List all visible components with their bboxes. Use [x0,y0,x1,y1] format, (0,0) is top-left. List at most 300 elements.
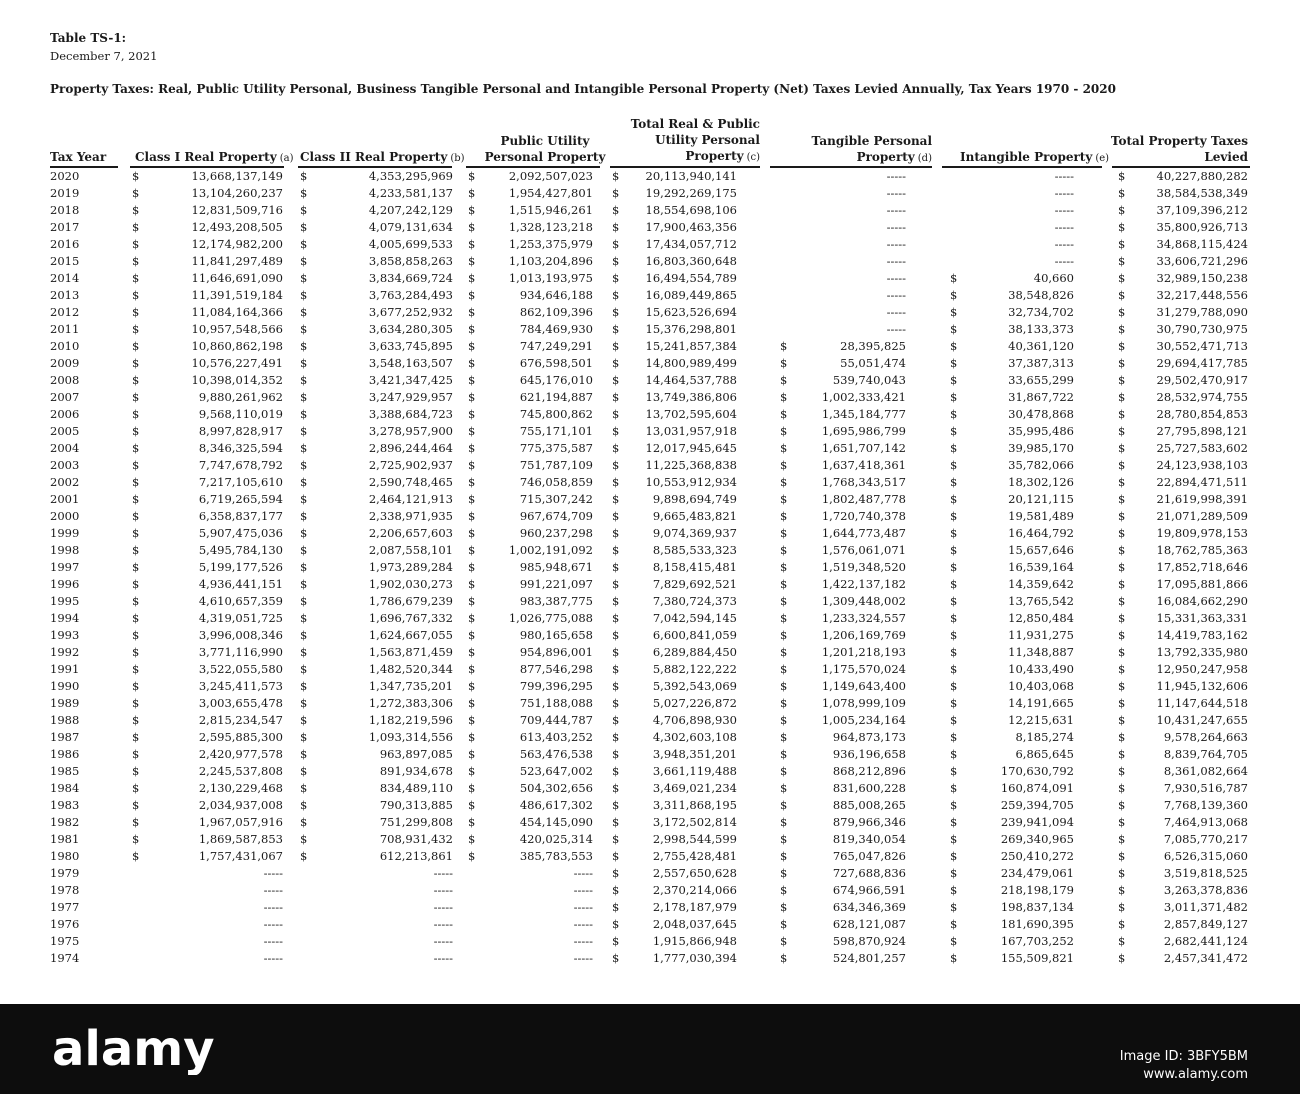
cell-c1d: $ [132,237,140,251]
cell-trd: $ [612,917,620,931]
cell-ipd: $ [950,883,958,897]
cell-tld: $ [1118,322,1126,336]
cell-c1: 7,217,105,610 [198,475,283,489]
cell-c1: ----- [263,917,283,931]
cell-tl: 37,109,396,212 [1156,203,1248,217]
cell-tpd: $ [780,373,788,387]
cell-tr: 16,494,554,789 [645,271,737,285]
cell-pu: 1,026,775,088 [508,611,593,625]
cell-c1: 8,346,325,594 [198,441,283,455]
cell-c1: 11,391,519,184 [191,288,283,302]
cell-tr: 3,469,021,234 [652,781,737,795]
cell-tld: $ [1118,475,1126,489]
cell-tld: $ [1118,781,1126,795]
cell-tl: 28,532,974,755 [1156,390,1248,404]
cell-c2: 1,347,735,201 [368,679,453,693]
cell-c2d: $ [300,356,308,370]
cell-tpd: $ [780,764,788,778]
cell-tld: $ [1118,696,1126,710]
cell-tp: 1,005,234,164 [821,713,906,727]
table-row [0,576,1300,593]
cell-trd: $ [612,458,620,472]
cell-tp: 28,395,825 [840,339,906,353]
cell-year: 1983 [50,798,80,812]
cell-tp: 1,651,707,142 [821,441,906,455]
cell-c2: 2,464,121,913 [368,492,453,506]
cell-pu: 751,188,088 [519,696,593,710]
cell-c1d: $ [132,662,140,676]
cell-ipd: $ [950,900,958,914]
cell-year: 1978 [50,883,80,897]
cell-pu: 676,598,501 [519,356,593,370]
cell-c1d: $ [132,186,140,200]
cell-ip: 170,630,792 [1000,764,1074,778]
cell-c2d: $ [300,764,308,778]
cell-ipd: $ [950,611,958,625]
cell-pu: 991,221,097 [519,577,593,591]
cell-pud: $ [468,254,476,268]
cell-c1d: $ [132,203,140,217]
header-public-utility [470,133,620,165]
cell-c1: 2,130,229,468 [198,781,283,795]
cell-tl: 19,809,978,153 [1156,526,1248,540]
table-row [0,287,1300,304]
cell-tr: 5,027,226,872 [652,696,737,710]
cell-trd: $ [612,390,620,404]
cell-c2: 834,489,110 [379,781,453,795]
cell-c2d: $ [300,220,308,234]
cell-tld: $ [1118,883,1126,897]
cell-trd: $ [612,322,620,336]
cell-tpd: $ [780,458,788,472]
cell-pu: 934,646,188 [519,288,593,302]
cell-pu: 980,165,658 [519,628,593,642]
cell-trd: $ [612,203,620,217]
cell-tl: 7,768,139,360 [1163,798,1248,812]
cell-c1d: $ [132,747,140,761]
table-row [0,406,1300,423]
cell-tp: 1,206,169,769 [821,628,906,642]
cell-tl: 32,989,150,238 [1156,271,1248,285]
cell-tld: $ [1118,560,1126,574]
cell-pud: $ [468,458,476,472]
cell-c2: 1,182,219,596 [368,713,453,727]
cell-tpd: $ [780,849,788,863]
table-row [0,882,1300,899]
cell-c2: 1,563,871,459 [368,645,453,659]
cell-pud: $ [468,849,476,863]
cell-ip: 12,850,484 [1008,611,1074,625]
cell-year: 2015 [50,254,80,268]
cell-year: 2010 [50,339,80,353]
cell-c2d: $ [300,560,308,574]
cell-trd: $ [612,798,620,812]
cell-pud: $ [468,186,476,200]
cell-pud: $ [468,492,476,506]
cell-c1: 2,595,885,300 [198,730,283,744]
cell-year: 1990 [50,679,80,693]
table-row [0,185,1300,202]
cell-c1: 8,997,828,917 [198,424,283,438]
table-row [0,763,1300,780]
cell-c2d: $ [300,492,308,506]
cell-ip: 10,403,068 [1008,679,1074,693]
cell-tr: 16,803,360,648 [645,254,737,268]
cell-c1: ----- [263,951,283,965]
cell-tld: $ [1118,747,1126,761]
cell-ip: 31,867,722 [1008,390,1074,404]
table-row [0,933,1300,950]
cell-ip: 160,874,091 [1000,781,1074,795]
cell-c2d: $ [300,798,308,812]
cell-trd: $ [612,781,620,795]
cell-tp: 1,309,448,002 [821,594,906,608]
cell-c1: 2,815,234,547 [198,713,283,727]
table-row [0,916,1300,933]
cell-ip: ----- [1054,254,1074,268]
cell-c2d: $ [300,169,308,183]
cell-trd: $ [612,492,620,506]
cell-year: 1974 [50,951,80,965]
cell-ip: ----- [1054,203,1074,217]
cell-c2: 1,272,383,306 [368,696,453,710]
cell-year: 1997 [50,560,80,574]
cell-ip: 234,479,061 [1000,866,1074,880]
table-row [0,559,1300,576]
cell-c2: 4,005,699,533 [368,237,453,251]
cell-tld: $ [1118,288,1126,302]
cell-tr: 2,998,544,599 [652,832,737,846]
cell-c1d: $ [132,458,140,472]
cell-pud: $ [468,832,476,846]
cell-pud: $ [468,237,476,251]
cell-tl: 34,868,115,424 [1156,237,1248,251]
cell-ipd: $ [950,560,958,574]
cell-c2d: $ [300,475,308,489]
table-row [0,253,1300,270]
cell-c2d: $ [300,696,308,710]
cell-year: 2006 [50,407,80,421]
cell-year: 1975 [50,934,80,948]
cell-year: 1988 [50,713,80,727]
cell-c1: 3,522,055,580 [198,662,283,676]
cell-pu: 983,387,775 [519,594,593,608]
cell-ip: 40,660 [1033,271,1074,285]
cell-tpd: $ [780,951,788,965]
cell-ip: 269,340,965 [1000,832,1074,846]
cell-tr: 4,706,898,930 [652,713,737,727]
cell-tl: 7,464,913,068 [1163,815,1248,829]
cell-pu: 862,109,396 [519,305,593,319]
cell-pu: ----- [573,900,593,914]
cell-tpd: $ [780,543,788,557]
header-tax-year: Tax Year [50,150,107,164]
table-row [0,593,1300,610]
cell-pu: 755,171,101 [519,424,593,438]
table-row [0,236,1300,253]
cell-tl: 25,727,583,602 [1156,441,1248,455]
cell-tp: ----- [886,203,906,217]
cell-ip: 37,387,313 [1008,356,1074,370]
header-tangible-line2: Property [856,150,915,164]
cell-tp: ----- [886,322,906,336]
cell-c1: 12,493,208,505 [191,220,283,234]
cell-ip: 167,703,252 [1000,934,1074,948]
cell-tpd: $ [780,832,788,846]
cell-pud: $ [468,407,476,421]
cell-ipd: $ [950,271,958,285]
cell-c2: 3,677,252,932 [368,305,453,319]
cell-ipd: $ [950,441,958,455]
cell-ipd: $ [950,645,958,659]
cell-c2: 708,931,432 [379,832,453,846]
cell-pud: $ [468,203,476,217]
cell-c1: 3,003,655,478 [198,696,283,710]
cell-year: 2014 [50,271,80,285]
cell-c2d: $ [300,526,308,540]
cell-tld: $ [1118,237,1126,251]
cell-tr: 6,289,884,450 [652,645,737,659]
cell-year: 1989 [50,696,80,710]
cell-c2d: $ [300,747,308,761]
cell-tr: 1,777,030,394 [652,951,737,965]
cell-pu: 747,249,291 [519,339,593,353]
cell-pu: ----- [573,883,593,897]
table-row [0,372,1300,389]
cell-tl: 31,279,788,090 [1156,305,1248,319]
cell-c1d: $ [132,713,140,727]
cell-tld: $ [1118,849,1126,863]
header-total-levied-line2: Levied [1204,150,1248,164]
cell-ipd: $ [950,407,958,421]
cell-ipd: $ [950,373,958,387]
cell-year: 1993 [50,628,80,642]
cell-tl: 14,419,783,162 [1156,628,1248,642]
cell-c1d: $ [132,339,140,353]
cell-ip: 155,509,821 [1000,951,1074,965]
cell-c2d: $ [300,611,308,625]
cell-c2: 1,973,289,284 [368,560,453,574]
cell-tp: 55,051,474 [840,356,906,370]
cell-tl: 11,945,132,606 [1156,679,1248,693]
cell-ipd: $ [950,288,958,302]
cell-tld: $ [1118,645,1126,659]
cell-c2: 1,696,767,332 [368,611,453,625]
cell-c1d: $ [132,679,140,693]
cell-c2: 3,421,347,425 [368,373,453,387]
cell-c1d: $ [132,390,140,404]
header-class2-note: (b) [450,153,465,164]
cell-tr: 2,370,214,066 [652,883,737,897]
cell-tpd: $ [780,475,788,489]
cell-year: 2002 [50,475,80,489]
cell-c1d: $ [132,594,140,608]
table-row [0,678,1300,695]
cell-ip: 19,581,489 [1008,509,1074,523]
cell-ipd: $ [950,747,958,761]
cell-c2d: $ [300,441,308,455]
header-total-real-line2: Utility Personal [655,133,760,147]
table-row [0,202,1300,219]
cell-pud: $ [468,526,476,540]
cell-ipd: $ [950,543,958,557]
cell-tp: ----- [886,288,906,302]
cell-tld: $ [1118,594,1126,608]
cell-ip: 250,410,272 [1000,849,1074,863]
cell-tpd: $ [780,594,788,608]
cell-c1d: $ [132,220,140,234]
cell-c2: 3,858,858,263 [368,254,453,268]
cell-c2: 4,353,295,969 [368,169,453,183]
cell-c2d: $ [300,407,308,421]
cell-pu: 1,013,193,975 [508,271,593,285]
cell-tp: 524,801,257 [832,951,906,965]
cell-tr: 5,392,543,069 [652,679,737,693]
cell-c1d: $ [132,407,140,421]
cell-tld: $ [1118,356,1126,370]
cell-tpd: $ [780,917,788,931]
cell-tr: 18,554,698,106 [645,203,737,217]
cell-year: 2007 [50,390,80,404]
cell-tpd: $ [780,645,788,659]
header-tangible-line1: Tangible Personal [811,134,932,148]
cell-trd: $ [612,679,620,693]
cell-year: 1981 [50,832,80,846]
header-total-levied-line1: Total Property Taxes [1110,134,1248,148]
cell-pud: $ [468,373,476,387]
cell-c1: 12,174,982,200 [191,237,283,251]
cell-tld: $ [1118,458,1126,472]
cell-c2: ----- [433,934,453,948]
cell-c1d: $ [132,169,140,183]
cell-trd: $ [612,628,620,642]
header-total-real [600,116,760,166]
cell-tl: 18,762,785,363 [1156,543,1248,557]
cell-c1: 2,034,937,008 [198,798,283,812]
cell-pu: 486,617,302 [519,798,593,812]
table-row [0,899,1300,916]
cell-pud: $ [468,543,476,557]
cell-tl: 11,147,644,518 [1156,696,1248,710]
cell-c1: 6,719,265,594 [198,492,283,506]
cell-year: 1982 [50,815,80,829]
cell-tr: 16,089,449,865 [645,288,737,302]
cell-c2d: $ [300,254,308,268]
cell-tl: 40,227,880,282 [1156,169,1248,183]
cell-tld: $ [1118,798,1126,812]
cell-pu: 799,396,295 [519,679,593,693]
cell-tl: 17,095,881,866 [1156,577,1248,591]
cell-year: 2005 [50,424,80,438]
cell-tl: 35,800,926,713 [1156,220,1248,234]
cell-ipd: $ [950,798,958,812]
cell-tld: $ [1118,390,1126,404]
cell-c2d: $ [300,373,308,387]
cell-tl: 2,857,849,127 [1163,917,1248,931]
cell-pud: $ [468,730,476,744]
cell-ipd: $ [950,594,958,608]
cell-trd: $ [612,220,620,234]
cell-tld: $ [1118,254,1126,268]
cell-pu: 960,237,298 [519,526,593,540]
cell-c2: ----- [433,951,453,965]
cell-trd: $ [612,747,620,761]
header-class2 [300,149,465,167]
cell-c1: 2,245,537,808 [198,764,283,778]
cell-trd: $ [612,713,620,727]
alamy-logo-text: alamy [52,1023,215,1075]
cell-c1d: $ [132,271,140,285]
cell-tl: 28,780,854,853 [1156,407,1248,421]
cell-c1d: $ [132,696,140,710]
cell-c2: 3,634,280,305 [368,322,453,336]
cell-tpd: $ [780,781,788,795]
table-row [0,508,1300,525]
cell-ip: 35,782,066 [1008,458,1074,472]
cell-tld: $ [1118,764,1126,778]
cell-pud: $ [468,815,476,829]
cell-trd: $ [612,611,620,625]
cell-tp: 879,966,346 [832,815,906,829]
cell-pu: 1,328,123,218 [508,220,593,234]
header-total-real-note: (c) [746,152,760,163]
cell-tl: 3,011,371,482 [1163,900,1248,914]
cell-tpd: $ [780,883,788,897]
cell-tp: 628,121,087 [832,917,906,931]
header-public-utility-line2: Personal Property [484,150,606,164]
cell-ip: 30,478,868 [1008,407,1074,421]
cell-year: 1994 [50,611,80,625]
cell-c1d: $ [132,322,140,336]
cell-tld: $ [1118,917,1126,931]
alamy-logo [52,1023,242,1075]
cell-ipd: $ [950,322,958,336]
cell-c2: ----- [433,900,453,914]
table-row [0,491,1300,508]
cell-ip: ----- [1054,169,1074,183]
cell-year: 2009 [50,356,80,370]
cell-c2: 1,482,520,344 [368,662,453,676]
cell-c2d: $ [300,849,308,863]
cell-c1: 1,869,587,853 [198,832,283,846]
cell-pu: 954,896,001 [519,645,593,659]
cell-tp: ----- [886,237,906,251]
cell-tp: ----- [886,271,906,285]
cell-year: 2019 [50,186,80,200]
cell-tr: 10,553,912,934 [645,475,737,489]
cell-c1d: $ [132,509,140,523]
cell-pu: 1,253,375,979 [508,237,593,251]
cell-tpd: $ [780,696,788,710]
table-row [0,219,1300,236]
cell-trd: $ [612,934,620,948]
cell-year: 2018 [50,203,80,217]
cell-year: 1987 [50,730,80,744]
cell-pud: $ [468,169,476,183]
cell-c1: 11,646,691,090 [191,271,283,285]
cell-ipd: $ [950,781,958,795]
cell-tl: 9,578,264,663 [1163,730,1248,744]
cell-tr: 7,829,692,521 [652,577,737,591]
cell-pu: 751,787,109 [519,458,593,472]
cell-tr: 12,017,945,645 [645,441,737,455]
cell-tr: 8,585,533,323 [652,543,737,557]
cell-tld: $ [1118,934,1126,948]
cell-ip: 14,191,665 [1008,696,1074,710]
cell-ipd: $ [950,713,958,727]
cell-pu: ----- [573,866,593,880]
cell-c2d: $ [300,679,308,693]
